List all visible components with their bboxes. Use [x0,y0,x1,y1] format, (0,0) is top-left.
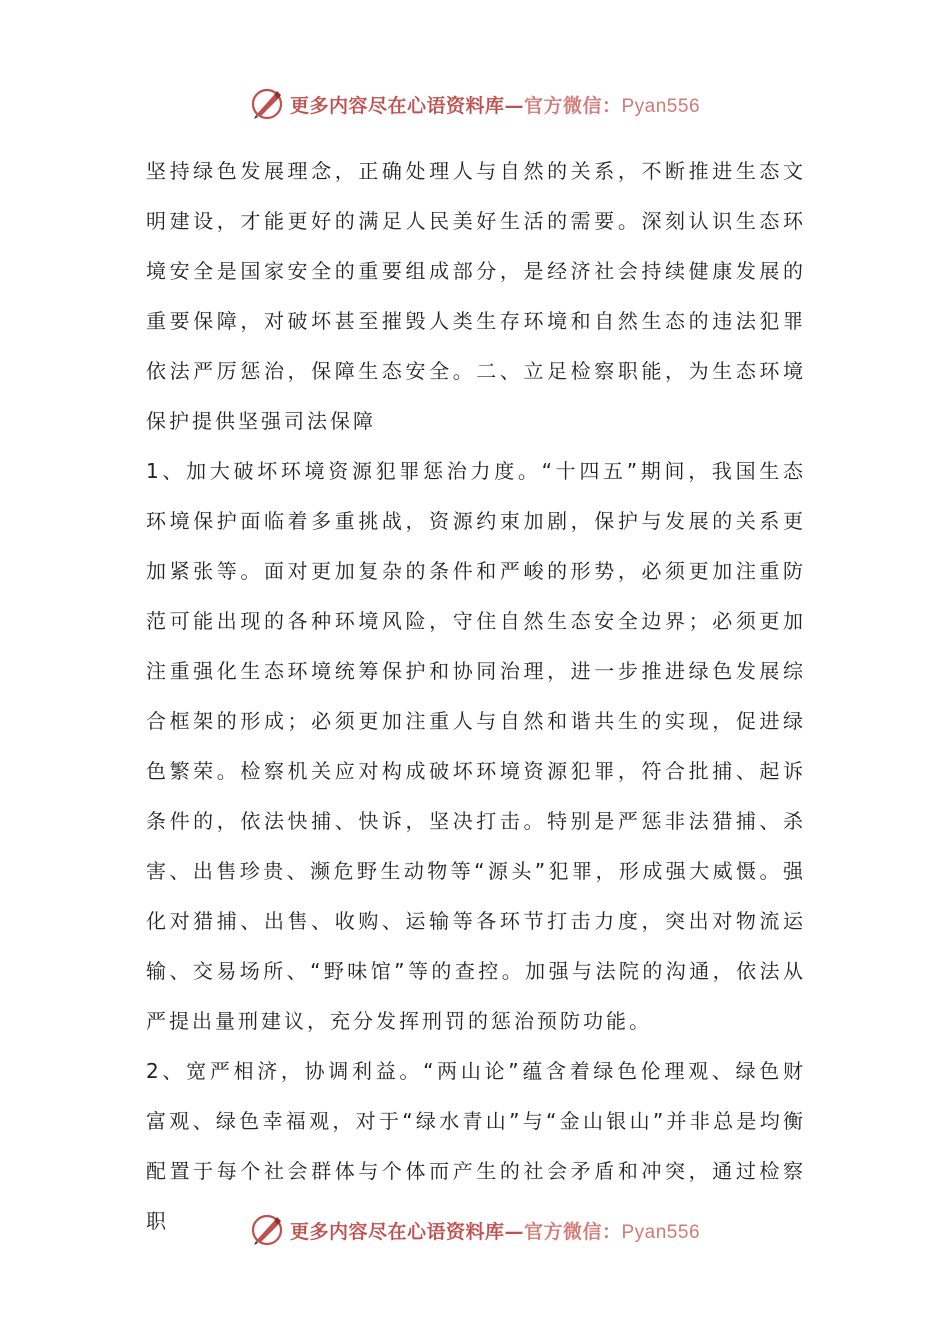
pen-logo-icon [250,1213,284,1247]
header-banner-sub: 官方微信： [523,94,622,117]
footer-banner-main: 更多内容尽在心语资料库 [289,1220,505,1243]
document-body [146,146,806,1246]
header-banner [0,84,950,124]
header-banner-main: 更多内容尽在心语资料库 [289,94,505,117]
paragraph-2: 1、加大破坏环境资源犯罪惩治力度。“十四五”期间，我国生态环境保护面临着多重挑战，资源约束加剧，保护与发展的关系更加紧张等。面对更加复杂的条件和严峻的形势，必须更加注重防范可能出现的各种环境风险，守住自然生态安全边界；必须更加注重强化生态环境统筹保护和协同治理，进一步推进绿色发展综合框架的形成；必须更加注重人与自然和谐共生的实现，促进绿色繁荣。检察机关应对构成破坏环境资源犯罪，符合批捕、起诉条件的，依法快捕、快诉，坚决打击。特别是严惩非法猎捕、杀害、出售珍贵、濒危野生动物等“源头”犯罪，形成强大威慑。强化对猎捕、出售、收购、运输等各环节打击力度，突出对物流运输、交易场所、“野味馆”等的查控。加强与法院的沟通，依法从严提出量刑建议，充分发挥刑罚的惩治预防功能。 [146,459,806,1033]
footer-banner-dash: — [504,1220,524,1243]
header-banner-text [290,91,700,118]
header-banner-wechat-id: Pyan556 [621,95,701,117]
footer-banner-sub: 官方微信： [523,1220,622,1243]
footer-banner-text [290,1217,700,1244]
footer-banner-wechat-id: Pyan556 [621,1221,701,1243]
header-banner-dash: — [504,94,524,117]
paragraph-3: 2、宽严相济，协调利益。“两山论”蕴含着绿色伦理观、绿色财富观、绿色幸福观，对于“绿水青山”与“金山银山”并非总是均衡配置于每个社会群体与个体而产生的社会矛盾和冲突，通过检察职 [146,1059,806,1233]
footer-banner [0,1210,950,1250]
pen-logo-icon [250,87,284,121]
paragraph-1: 坚持绿色发展理念，正确处理人与自然的关系，不断推进生态文明建设，才能更好的满足人民美好生活的需要。深刻认识生态环境安全是国家安全的重要组成部分，是经济社会持续健康发展的重要保障，对破坏甚至摧毁人类生存环境和自然生态的违法犯罪依法严厉惩治，保障生态安全。二、立足检察职能，为生态环境保护提供坚强司法保障 [146,159,806,433]
